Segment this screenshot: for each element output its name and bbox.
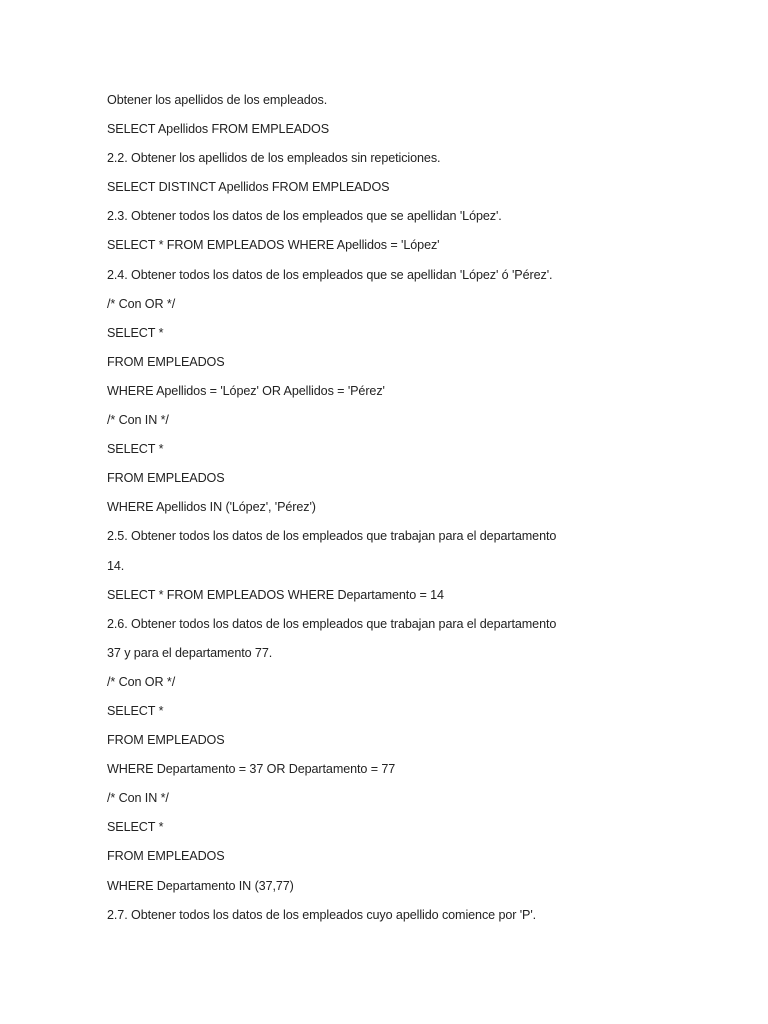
sql-where-or-departamento: WHERE Departamento = 37 OR Departamento = 77 (107, 762, 396, 777)
sql-select-star: SELECT * (107, 703, 164, 718)
sql-where-or-apellidos: WHERE Apellidos = 'López' OR Apellidos = 'Pérez' (107, 383, 385, 398)
sql-where-in-departamento: WHERE Departamento IN (37,77) (107, 878, 294, 893)
sql-select-apellidos: SELECT Apellidos FROM EMPLEADOS (107, 122, 330, 137)
document-body (107, 90, 747, 934)
heading-2-3: 2.3. Obtener todos los datos de los empleados que se apellidan 'López'. (107, 209, 502, 224)
sql-where-in-apellidos: WHERE Apellidos IN ('López', 'Pérez') (107, 500, 316, 515)
sql-select-star: SELECT * (107, 820, 164, 835)
sql-select-distinct: SELECT DISTINCT Apellidos FROM EMPLEADOS (107, 180, 390, 195)
sql-where-lopez: SELECT * FROM EMPLEADOS WHERE Apellidos = 'López' (107, 238, 440, 253)
sql-comment-or: /* Con OR */ (107, 296, 176, 311)
heading-2-5: 2.5. Obtener todos los datos de los empleados que trabajan para el departamento (107, 529, 557, 544)
heading-2-2: 2.2. Obtener los apellidos de los empleados sin repeticiones. (107, 151, 441, 166)
sql-from-empleados: FROM EMPLEADOS (107, 354, 225, 369)
sql-from-empleados: FROM EMPLEADOS (107, 849, 225, 864)
heading-2-5-continued: 14. (107, 558, 125, 573)
sql-comment-or: /* Con OR */ (107, 674, 176, 689)
sql-select-star: SELECT * (107, 442, 164, 457)
heading-2-6: 2.6. Obtener todos los datos de los empleados que trabajan para el departamento (107, 616, 557, 631)
sql-comment-in: /* Con IN */ (107, 791, 169, 806)
sql-where-departamento-14: SELECT * FROM EMPLEADOS WHERE Departamento = 14 (107, 587, 444, 602)
heading-2-4: 2.4. Obtener todos los datos de los empleados que se apellidan 'López' ó 'Pérez'. (107, 267, 553, 282)
sql-select-star: SELECT * (107, 325, 164, 340)
heading-2-6-continued: 37 y para el departamento 77. (107, 645, 273, 660)
sql-comment-in: /* Con IN */ (107, 413, 169, 428)
sql-from-empleados: FROM EMPLEADOS (107, 733, 225, 748)
heading-2-7: 2.7. Obtener todos los datos de los empleados cuyo apellido comience por 'P'. (107, 907, 537, 922)
sql-from-empleados: FROM EMPLEADOS (107, 471, 225, 486)
heading-obtener-apellidos: Obtener los apellidos de los empleados. (107, 93, 328, 107)
